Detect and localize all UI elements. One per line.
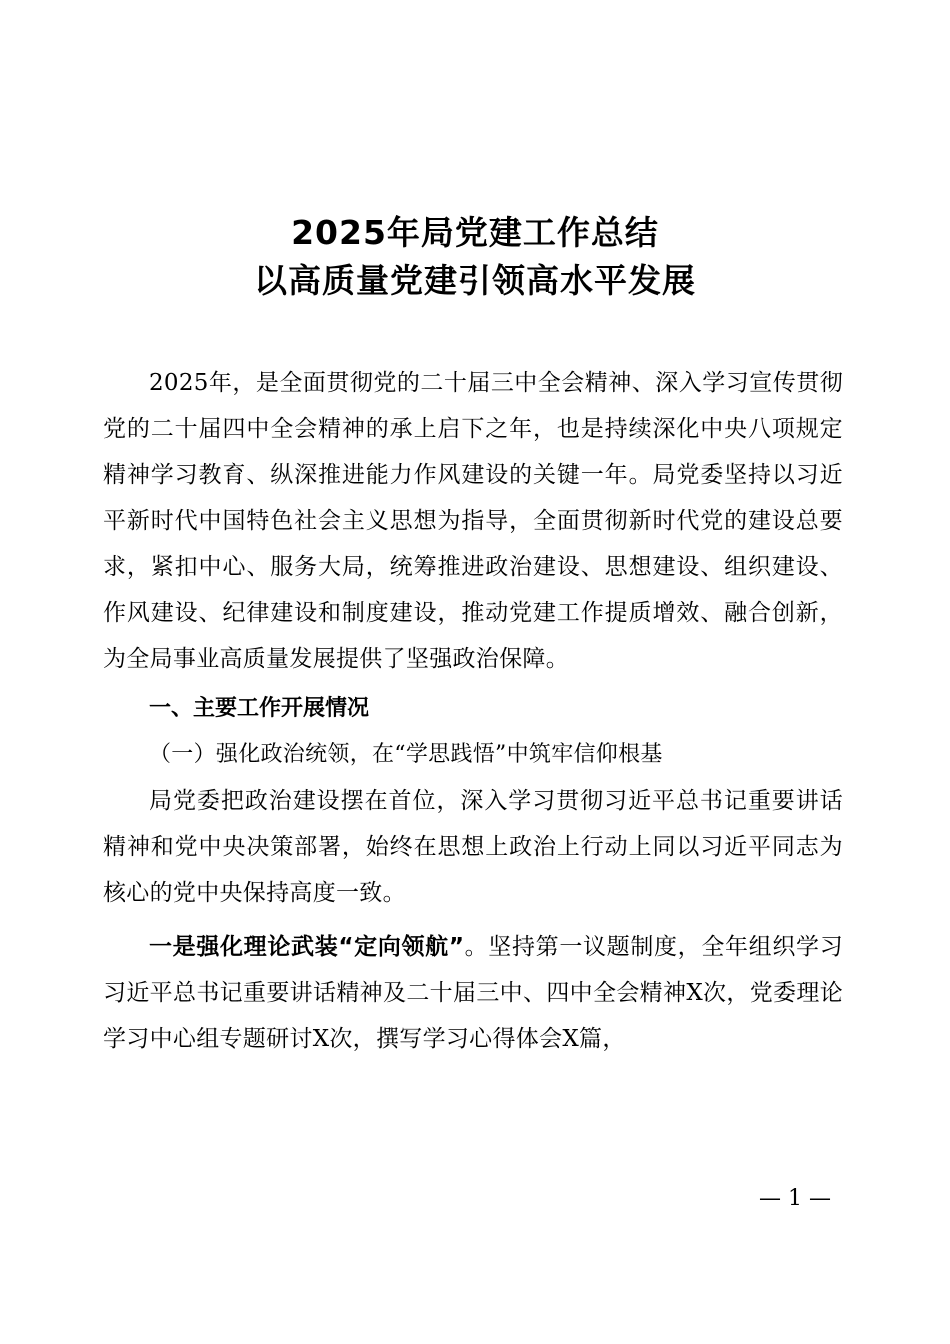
document-subtitle: 以高质量党建引领高水平发展 <box>254 261 696 300</box>
document-body <box>103 360 843 1062</box>
page-number: — 1 — <box>759 1186 831 1211</box>
point-lead: 一是强化理论武装“定向领航” <box>149 934 465 960</box>
point-paragraph <box>103 924 843 1062</box>
subsection-heading: （一）强化政治统领，在“学思践悟”中筑牢信仰根基 <box>149 742 663 767</box>
intro-paragraph: 2025年，是全面贯彻党的二十届三中全会精神、深入学习宣传贯彻党的二十届四中全会精神的承上启下之年，也是持续深化中央八项规定精神学习教育、纵深推进能力作风建设的关键一年。局党委坚持以习近平新时代中国特色社会主义思想为指导，全面贯彻新时代党的建设总要求，紧扣中心、服务大局，统筹推进政治建设、思想建设、组织建设、作风建设、纪律建设和制度建设，推动党建工作提质增效、融合创新，为全局事业高质量发展提供了坚强政治保障。 <box>103 370 843 672</box>
point-text: 。坚持第一议题制度，全年组织学习习近平总书记重要讲话精神及二十届三中、四中全会精神X次，党委理论学习中心组专题研讨X次，撰写学习心得体会X篇， <box>103 934 843 1052</box>
subsection-paragraph: 局党委把政治建设摆在首位，深入学习贯彻习近平总书记重要讲话精神和党中央决策部署，始终在思想上政治上行动上同以习近平同志为核心的党中央保持高度一致。 <box>103 788 843 906</box>
section-heading: 一、主要工作开展情况 <box>149 696 370 721</box>
document-title: 2025年局党建工作总结 <box>291 213 659 252</box>
